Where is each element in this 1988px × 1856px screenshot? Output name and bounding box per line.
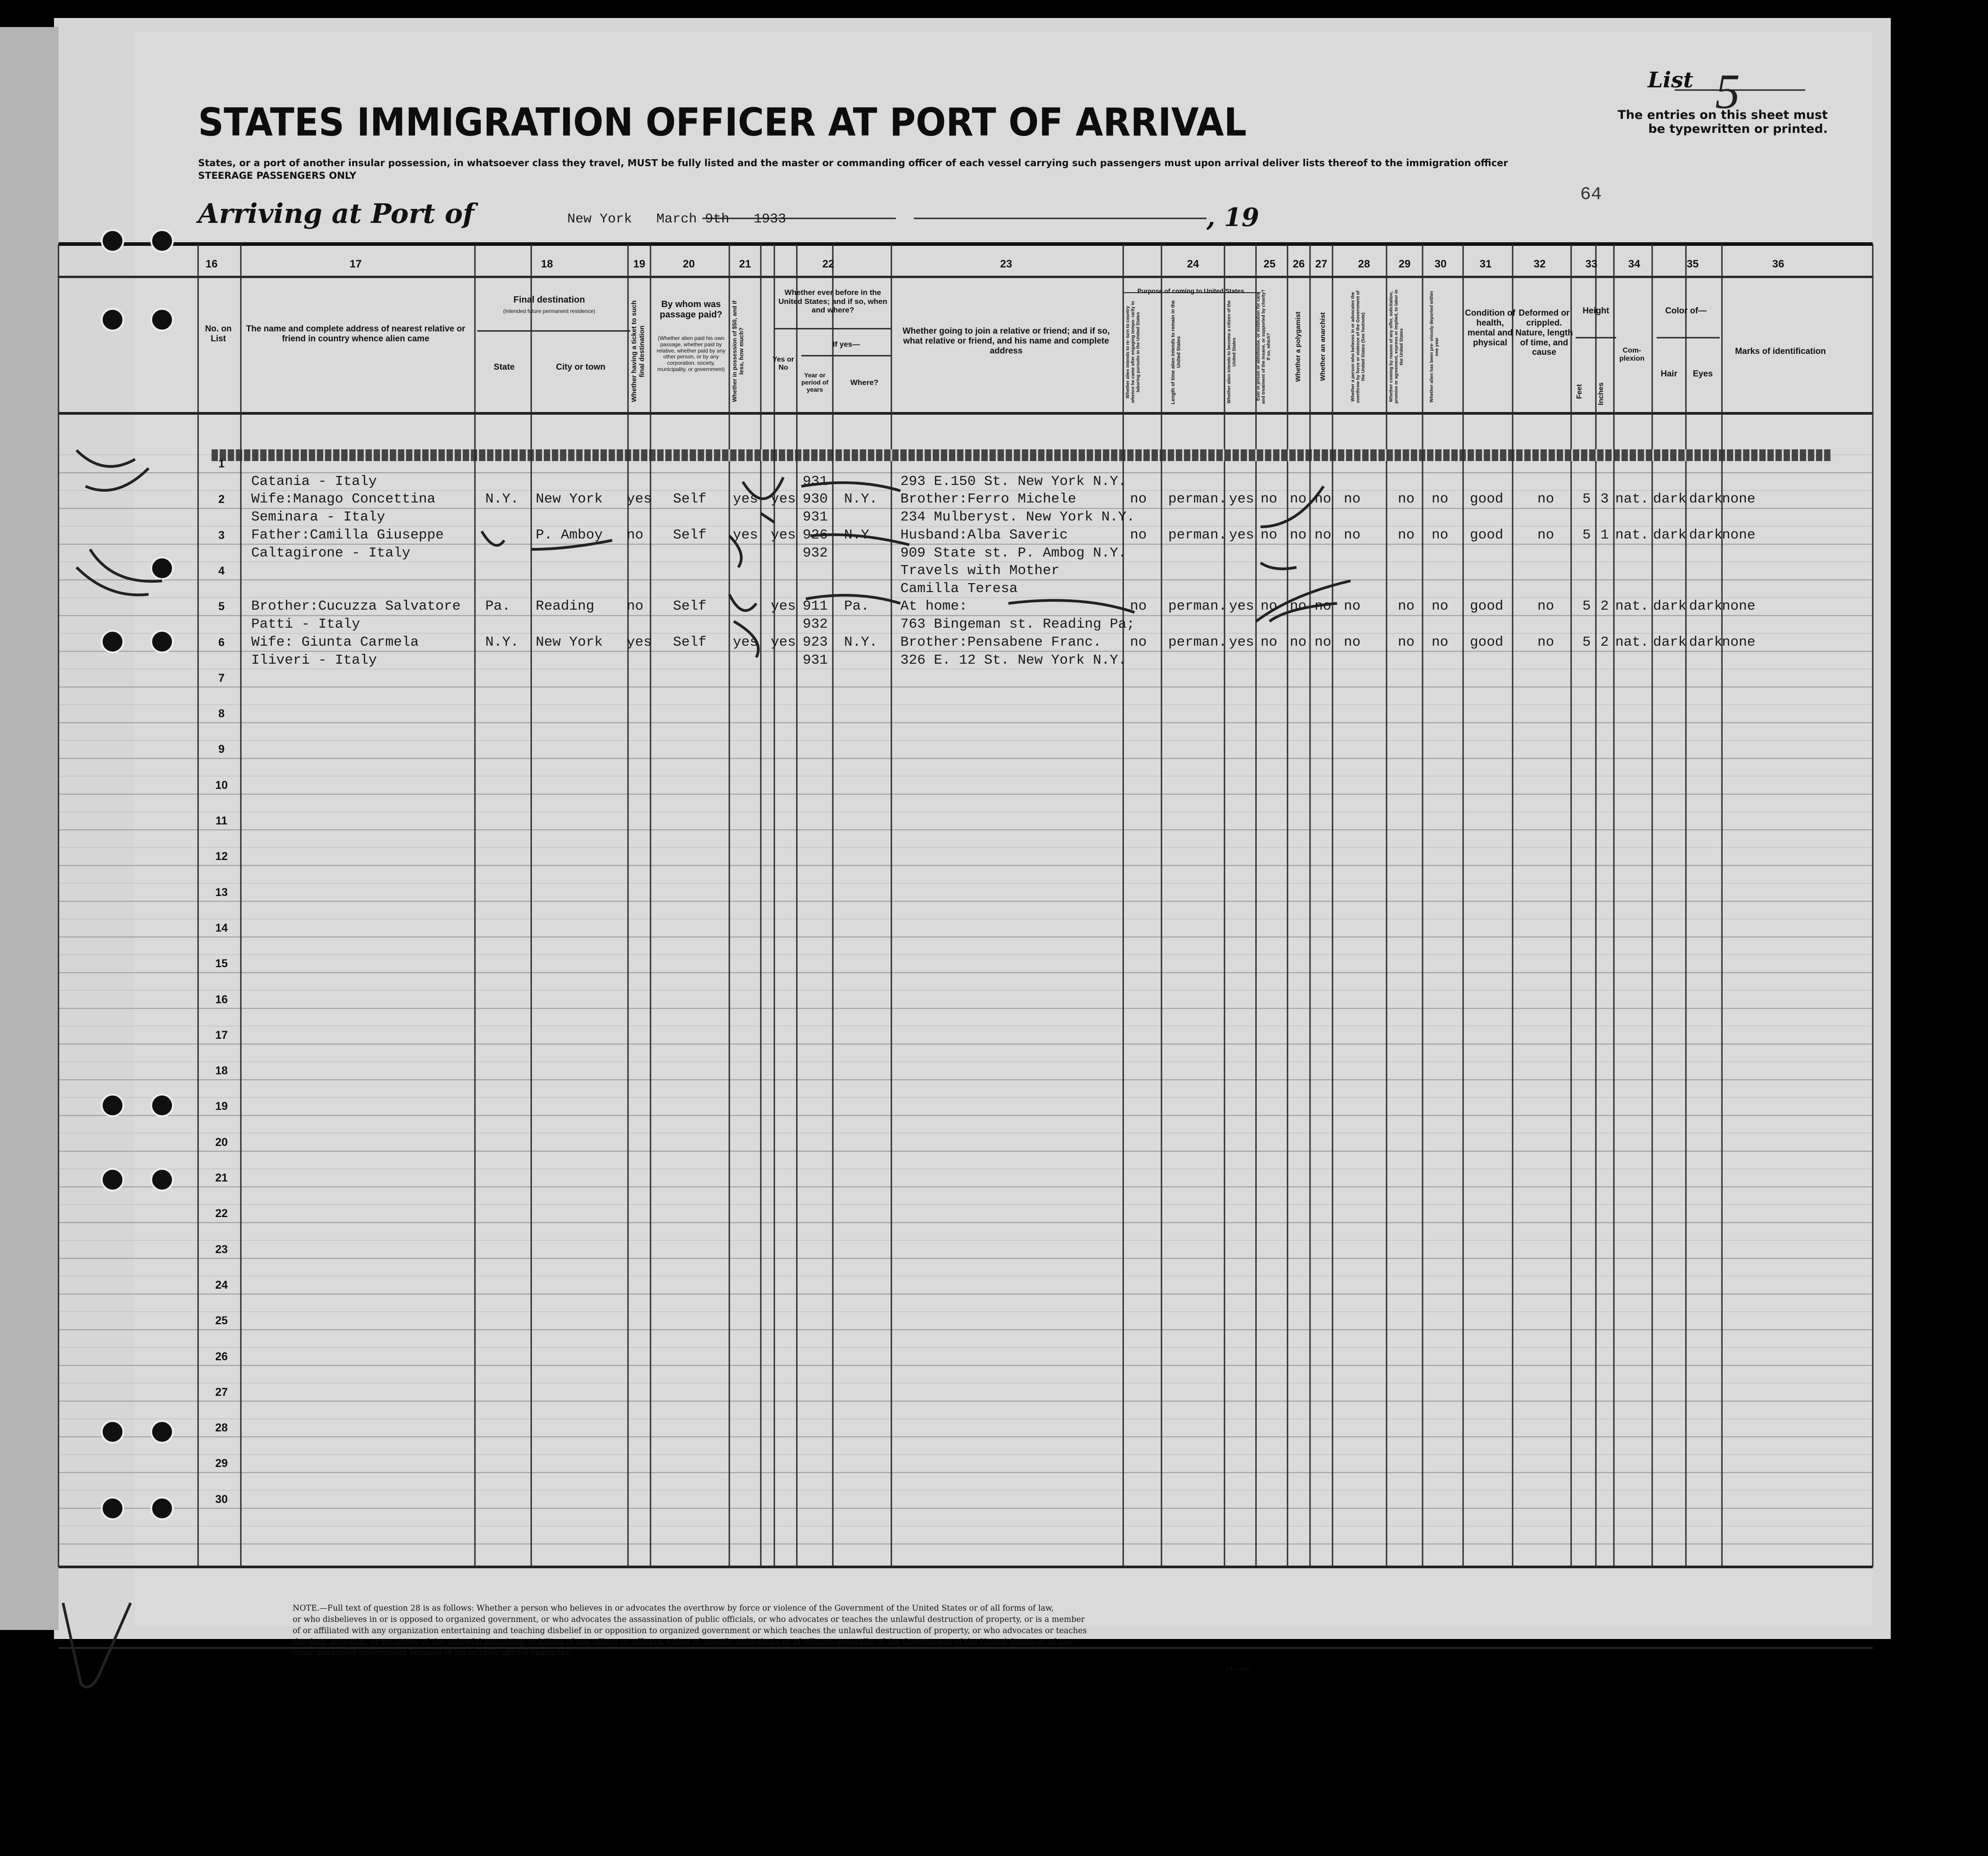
row-3-deformed: no xyxy=(1537,527,1554,543)
binder-hole xyxy=(151,1169,173,1191)
row-6-feet: 5 xyxy=(1582,634,1591,650)
row-number: 27 xyxy=(215,1385,228,1399)
row-6-years2: 931 xyxy=(803,652,828,668)
header-purpose-length: Length of time alien intends to remain in the United States xyxy=(1170,300,1182,404)
row-number: 25 xyxy=(215,1314,228,1327)
header-final-destination-note: (Intended future permanent residence) xyxy=(503,308,596,314)
row-5-ticket: no xyxy=(627,598,644,615)
row-2-hair: dark xyxy=(1653,491,1687,507)
row-5-complexion: nat. xyxy=(1615,598,1649,615)
row-5-deformed: no xyxy=(1537,598,1554,615)
row-number: 10 xyxy=(215,779,228,792)
steerage-label: STEERAGE PASSENGERS ONLY xyxy=(198,170,357,181)
header-deported: Whether alien has been pre- viously deported within one year xyxy=(1429,291,1440,403)
row-2-inches: 3 xyxy=(1600,491,1609,507)
row-3-ticket: no xyxy=(627,527,644,543)
form-title: STATES IMMIGRATION OFFICER AT PORT OF ARRIVAL xyxy=(198,100,1247,145)
row-2-where: N.Y. xyxy=(844,491,878,507)
row-6-join1: Brother:Pensabene Franc. xyxy=(900,634,1102,650)
list-number: 5 xyxy=(1715,64,1740,119)
row-5-marks: none xyxy=(1722,598,1756,615)
header-no-on-list: No. on List xyxy=(205,324,232,344)
header-passage-note: (Whether alien paid his own passage, whether paid by relative, whether paid by any other person, or by any corporation, society, municipality, or government) xyxy=(656,335,726,372)
row-2-polyg: no xyxy=(1290,491,1307,507)
binder-hole xyxy=(102,1169,123,1191)
column-number: 20 xyxy=(682,258,695,270)
column-number: 19 xyxy=(633,258,646,270)
row-3-overthrow: no xyxy=(1344,527,1361,543)
row-6-amount: yes xyxy=(733,634,758,650)
column-number: 30 xyxy=(1434,258,1447,270)
form-subtitle: States, or a port of another insular possession, in whatsoever class they travel, MUST be fully listed and the master or commanding officer of each vessel carrying such passengers must upon arrival deliver lists thereof to the immigration officer xyxy=(198,158,1508,168)
column-number: 27 xyxy=(1315,258,1328,270)
port-value: New York March 9th 1933 xyxy=(567,212,786,227)
row-3-feet: 5 xyxy=(1582,527,1591,543)
row-2-city: New York xyxy=(536,491,603,507)
header-prison: Ever in prison or almshouse, or institution for care and treatment of the insane, or supported by charity? If so, which? xyxy=(1256,290,1271,404)
row-5-polyg: no xyxy=(1290,598,1307,615)
row-5-where: Pa. xyxy=(844,598,869,615)
row-number: 17 xyxy=(215,1028,228,1041)
row-number: 7 xyxy=(218,671,225,684)
row-number: 28 xyxy=(215,1421,228,1435)
row-2-years2: 931 xyxy=(803,509,828,525)
row-number: 8 xyxy=(218,707,225,720)
header-hair: Hair xyxy=(1661,369,1677,379)
row-5-years1: 911 xyxy=(803,598,828,615)
row-2-rel1: Wife:Manago Concettina xyxy=(251,491,436,507)
row-2-complexion: nat. xyxy=(1615,491,1649,507)
header-yes-no: Yes or No xyxy=(772,356,795,372)
row-2-return: no xyxy=(1130,491,1147,507)
row-number: 13 xyxy=(215,886,228,899)
row-5-overthrow: no xyxy=(1344,598,1361,615)
row-3-citizen: yes xyxy=(1229,527,1254,543)
header-overthrow: Whether a person who believes in or advocates the overthrow by force or violence of the Government of the United States (See footnote) xyxy=(1351,290,1366,403)
row-2-years1: 930 xyxy=(803,491,828,507)
header-joining: Whether going to join a relative or friend; and if so, what relative or friend, and his name and complete address xyxy=(902,326,1110,356)
row-6-eyes: dark xyxy=(1689,634,1723,650)
row-5-length: perman. xyxy=(1168,598,1227,615)
row-2-marks: none xyxy=(1722,491,1756,507)
row-2-join2: 234 Mulberyst. New York N.Y. xyxy=(900,509,1135,525)
row-5-prison: no xyxy=(1261,598,1278,615)
sheet-number: 64 xyxy=(1580,185,1602,205)
row-6-marks: none xyxy=(1722,634,1756,650)
row-3-return: no xyxy=(1130,527,1147,543)
header-ever-before: Whether ever before in the United States; and if so, when and where? xyxy=(778,288,887,315)
header-passage: By whom was passage paid? xyxy=(660,299,723,320)
row-number: 16 xyxy=(215,993,228,1006)
row-number: 2 xyxy=(218,493,225,506)
header-purpose-return: Whether alien intends to re- turn to country whence he came after engaging tempo- rarily in laboring pursuits in the United States xyxy=(1125,301,1141,403)
row-1-join1: 293 E.150 St. New York N.Y. xyxy=(900,474,1127,489)
row-3-years2: 932 xyxy=(803,545,828,561)
row-4-join2: Camilla Teresa xyxy=(900,580,1018,597)
row-6-return: no xyxy=(1130,634,1147,650)
row-3-hair: dark xyxy=(1653,527,1687,543)
header-anarchist: Whether an anarchist xyxy=(1319,312,1327,381)
header-marks: Marks of identification xyxy=(1735,347,1826,356)
column-number: 25 xyxy=(1263,258,1276,270)
column-number: 33 xyxy=(1585,258,1598,270)
row-5-inches: 2 xyxy=(1600,598,1609,615)
row-6-where: N.Y. xyxy=(844,634,878,650)
list-label: List xyxy=(1648,68,1694,93)
row-5-feet: 5 xyxy=(1582,598,1591,615)
header-relative-abroad: The name and complete address of nearest relative or friend in country whence alien came xyxy=(246,324,465,344)
row-2-deformed: no xyxy=(1537,491,1554,507)
row-number: 15 xyxy=(215,957,228,970)
entries-note: The entries on this sheet must be typewritten or printed. xyxy=(1618,108,1828,136)
header-complexion: Com- plexion xyxy=(1619,347,1645,363)
header-contract: Whether coming by reason of any offer, solicitation, promise or agreement, express or implied, to labor in the United States xyxy=(1389,290,1404,404)
row-5-years2: 932 xyxy=(803,616,828,633)
row-2-health: good xyxy=(1470,491,1504,507)
column-number: 31 xyxy=(1479,258,1492,270)
row-3-contract: no xyxy=(1398,527,1415,543)
header-ticket: Whether having a ticket to such final destination xyxy=(630,300,646,402)
row-2-ticket: yes xyxy=(627,491,652,507)
column-number: 36 xyxy=(1772,258,1785,270)
row-5-health: good xyxy=(1470,598,1504,615)
row-number: 12 xyxy=(215,850,228,863)
row-number: 3 xyxy=(218,529,225,542)
column-number: 35 xyxy=(1686,258,1699,270)
binder-hole xyxy=(151,1421,173,1443)
binder-hole xyxy=(102,230,123,252)
row-3-join2: 909 State st. P. Ambog N.Y. xyxy=(900,545,1127,561)
row-2-anarch: no xyxy=(1315,491,1332,507)
row-2-prison: no xyxy=(1261,491,1278,507)
row-6-rel1: Wife: Giunta Carmela xyxy=(251,634,419,650)
row-3-deported: no xyxy=(1432,527,1449,543)
row-3-prison: no xyxy=(1261,527,1278,543)
row-2-citizen: yes xyxy=(1229,491,1254,507)
binder-hole xyxy=(151,631,173,652)
header-purpose: Purpose of coming to United States xyxy=(1137,287,1244,294)
column-number: 32 xyxy=(1533,258,1546,270)
row-2-eyes: dark xyxy=(1689,491,1723,507)
header-final-destination: Final destination xyxy=(513,295,585,305)
row-3-anarch: no xyxy=(1315,527,1332,543)
row-5-city: Reading xyxy=(536,598,595,615)
row-3-years1: 926 xyxy=(803,527,828,543)
row-number: 30 xyxy=(215,1493,228,1506)
row-number: 1 xyxy=(218,457,225,470)
row-number: 4 xyxy=(218,564,225,577)
row-5-eyes: dark xyxy=(1689,598,1723,615)
binder-hole xyxy=(151,1095,173,1116)
row-2-deported: no xyxy=(1432,491,1449,507)
binder-hole xyxy=(151,557,173,579)
column-number: 17 xyxy=(349,258,362,270)
row-6-anarch: no xyxy=(1315,634,1332,650)
row-1-rel1: Catania - Italy xyxy=(251,474,377,489)
header-inches: Inches xyxy=(1597,382,1605,406)
row-2-amount: yes xyxy=(733,491,758,507)
row-3-rel2: Caltagirone - Italy xyxy=(251,545,411,561)
row-2-contract: no xyxy=(1398,491,1415,507)
row-2-paid: Self xyxy=(673,491,707,507)
binder-hole xyxy=(102,1095,123,1116)
row-6-contract: no xyxy=(1398,634,1415,650)
row-6-state: N.Y. xyxy=(485,634,519,650)
row-number: 23 xyxy=(215,1243,228,1256)
column-number: 26 xyxy=(1292,258,1305,270)
row-6-paid: Self xyxy=(673,634,707,650)
row-number: 18 xyxy=(215,1064,228,1077)
row-6-rel2: Iliveri - Italy xyxy=(251,652,377,668)
year-label: , 19 xyxy=(1206,203,1259,232)
row-number: 19 xyxy=(215,1100,228,1113)
row-6-ticket: yes xyxy=(627,634,652,650)
header-city: City or town xyxy=(556,362,605,372)
header-color-of: Color of— xyxy=(1665,306,1707,316)
row-4-join1: Travels with Mother xyxy=(900,562,1060,579)
row-5-anarch: no xyxy=(1315,598,1332,615)
column-number: 24 xyxy=(1187,258,1199,270)
row-5-before: yes xyxy=(771,598,796,615)
row-5-state: Pa. xyxy=(485,598,511,615)
row-2-join1: Brother:Ferro Michele xyxy=(900,491,1076,507)
header-year-period: Year or period of years xyxy=(801,371,828,394)
row-6-citizen: yes xyxy=(1229,634,1254,650)
row-5-rel2: Patti - Italy xyxy=(251,616,360,633)
column-number: 21 xyxy=(739,258,751,270)
header-height: Height xyxy=(1582,306,1609,316)
row-3-where: N.Y. xyxy=(844,527,878,543)
row-3-length: perman. xyxy=(1168,527,1227,543)
row-number: 29 xyxy=(215,1457,228,1470)
row-number: 14 xyxy=(215,921,228,934)
header-if-yes: If yes— xyxy=(832,340,860,349)
row-6-overthrow: no xyxy=(1344,634,1361,650)
row-number: 11 xyxy=(215,815,228,827)
row-2-state: N.Y. xyxy=(485,491,519,507)
row-6-city: New York xyxy=(536,634,603,650)
row-3-before: yes xyxy=(771,527,796,543)
row-3-join1: Husband:Alba Saveric xyxy=(900,527,1068,543)
column-number: 16 xyxy=(205,258,218,270)
row-3-complexion: nat. xyxy=(1615,527,1649,543)
binder-hole xyxy=(102,631,123,652)
row-6-inches: 2 xyxy=(1600,634,1609,650)
header-polygamist: Whether a polygamist xyxy=(1294,312,1302,382)
row-5-paid: Self xyxy=(673,598,707,615)
row-3-health: good xyxy=(1470,527,1504,543)
row-6-join2: 326 E. 12 St. New York N.Y. xyxy=(900,652,1127,668)
column-number: 28 xyxy=(1358,258,1370,270)
row-number: 5 xyxy=(218,600,225,613)
row-number: 22 xyxy=(215,1207,228,1220)
binder-hole xyxy=(151,230,173,252)
row-2-length: perman. xyxy=(1168,491,1227,507)
header-purpose-citizen: Whether alien intends to become a citizen of the United States xyxy=(1227,300,1237,404)
row-5-join1: At home: xyxy=(900,598,967,615)
row-5-citizen: yes xyxy=(1229,598,1254,615)
binder-hole xyxy=(102,1498,123,1519)
header-possession-50: Whether in possession of $50, and if less, how much? xyxy=(731,300,745,402)
row-3-marks: none xyxy=(1722,527,1756,543)
row-6-deformed: no xyxy=(1537,634,1554,650)
header-feet: Feet xyxy=(1576,384,1583,399)
row-3-inches: 1 xyxy=(1600,527,1609,543)
row-6-years1: 923 xyxy=(803,634,828,650)
row-number: 20 xyxy=(215,1136,228,1149)
form-number: 14—480 xyxy=(1224,1666,1251,1673)
row-6-before: yes xyxy=(771,634,796,650)
row-6-prison: no xyxy=(1261,634,1278,650)
row-6-polyg: no xyxy=(1290,634,1307,650)
row-6-complexion: nat. xyxy=(1615,634,1649,650)
column-number: 23 xyxy=(1000,258,1012,270)
header-condition: Condition of health, mental and physical xyxy=(1465,308,1515,348)
column-number: 22 xyxy=(822,258,835,270)
arriving-label: Arriving at Port of xyxy=(198,198,474,230)
column-number: 34 xyxy=(1628,258,1640,270)
header-where: Where? xyxy=(850,378,879,387)
row-3-paid: Self xyxy=(673,527,707,543)
row-3-polyg: no xyxy=(1290,527,1307,543)
row-6-length: perman. xyxy=(1168,634,1227,650)
binder-hole xyxy=(151,309,173,330)
row-number: 24 xyxy=(215,1278,228,1291)
binder-hole xyxy=(102,309,123,330)
left-margin-strip xyxy=(0,27,59,1630)
row-number: 6 xyxy=(218,636,225,649)
row-number: 26 xyxy=(215,1350,228,1363)
row-1-years1: 931 xyxy=(803,474,828,489)
row-2-rel2: Seminara - Italy xyxy=(251,509,385,525)
row-5-deported: no xyxy=(1432,598,1449,615)
row-3-city: P. Amboy xyxy=(536,527,603,543)
row-5-return: no xyxy=(1130,598,1147,615)
row-6-deported: no xyxy=(1432,634,1449,650)
row-2-before: yes xyxy=(771,491,796,507)
row-number: 21 xyxy=(215,1172,228,1184)
column-number: 18 xyxy=(541,258,553,270)
footer-note: NOTE.—Full text of question 28 is as follows: Whether a person who believes in or advocates the overthrow by force or violence of the Government of the United States or of all forms of law, or who disbelieves in or is opposed to organized government, or who advocates the assassination of public officials, or who advocates or teaches the unlawful destruction of property, or is a member of or affiliated with any organization entertaining and teaching disbelief in or opposition to organized government or which teaches the unlawful destruction of property, or who advocates or teaches the duty, necessity, or propriety of the unlawful assaulting or killing of any officer or officers, either of specific individuals or of officers generally, of the Government of the United States or of any other organized government because of his or their official character. xyxy=(293,1604,1087,1658)
header-state: State xyxy=(493,362,515,372)
row-5-hair: dark xyxy=(1653,598,1687,615)
row-3-eyes: dark xyxy=(1689,527,1723,543)
row-5-join2: 763 Bingeman st. Reading Pa; xyxy=(900,616,1135,633)
row-2-feet: 5 xyxy=(1582,491,1591,507)
header-eyes: Eyes xyxy=(1693,369,1713,379)
row-6-health: good xyxy=(1470,634,1504,650)
row-5-contract: no xyxy=(1398,598,1415,615)
row-3-amount: yes xyxy=(733,527,758,543)
row-5-rel1: Brother:Cucuzza Salvatore xyxy=(251,598,461,615)
column-number: 29 xyxy=(1398,258,1411,270)
binder-hole xyxy=(151,1498,173,1519)
header-deformed: Deformed or crippled. Nature, length of time, and cause xyxy=(1515,308,1573,358)
row-6-hair: dark xyxy=(1653,634,1687,650)
row-number: 9 xyxy=(218,743,225,756)
row-1-struck-out-line xyxy=(212,449,1832,461)
row-3-rel1: Father:Camilla Giuseppe xyxy=(251,527,444,543)
binder-hole xyxy=(102,1421,123,1443)
row-2-overthrow: no xyxy=(1344,491,1361,507)
